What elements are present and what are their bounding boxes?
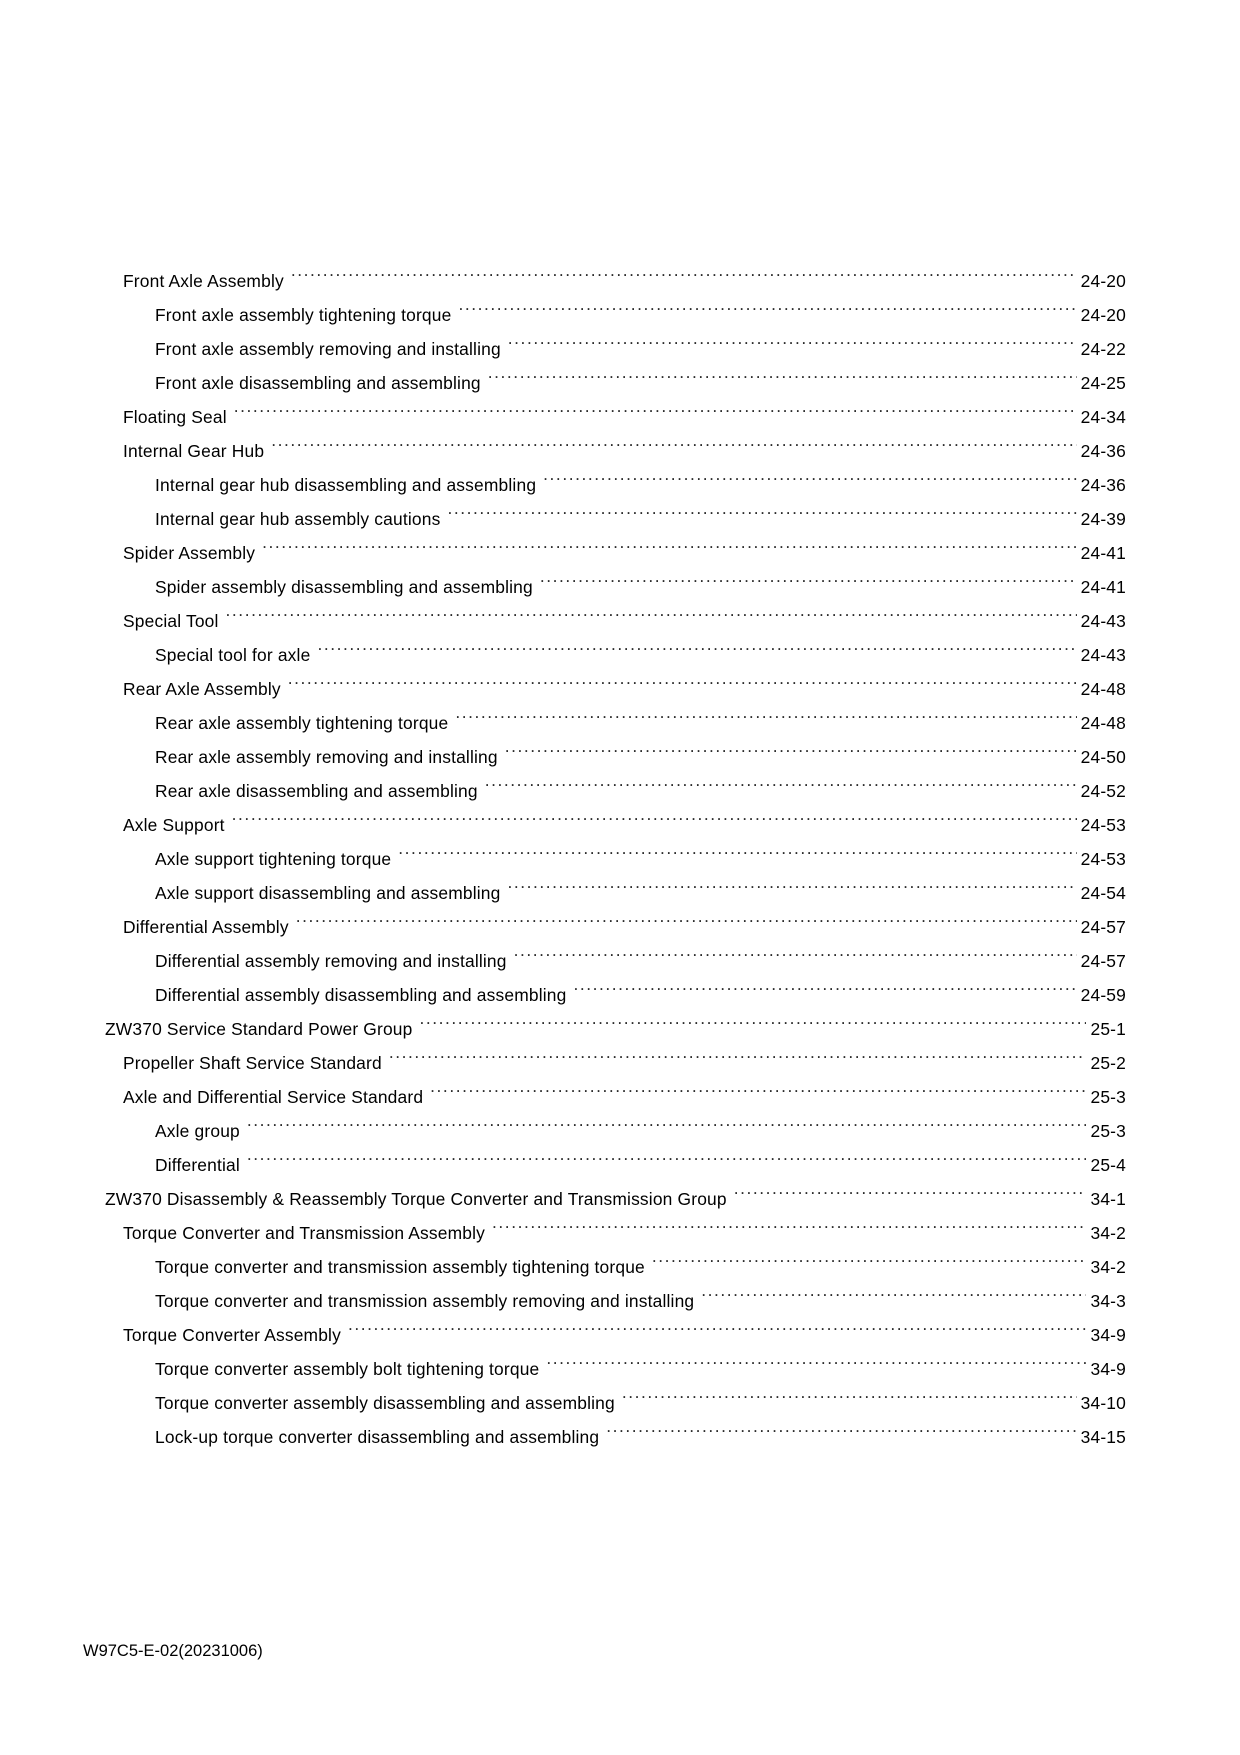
- toc-entry-page-number: 34-15: [1080, 1427, 1126, 1447]
- toc-entry-page-number: 24-52: [1080, 781, 1126, 801]
- toc-entry-title: Rear axle assembly tightening torque: [155, 713, 449, 733]
- toc-entry-page-number: 24-39: [1080, 509, 1126, 529]
- toc-entry-page-number: 24-57: [1080, 951, 1126, 971]
- toc-entry-page-number: 24-57: [1080, 917, 1126, 937]
- toc-entry-title: Axle and Differential Service Standard: [123, 1087, 424, 1107]
- toc-entry-title: Axle Support: [123, 815, 225, 835]
- toc-entry-page-number: 24-48: [1080, 679, 1126, 699]
- toc-leader-dots: [398, 831, 1076, 865]
- toc-entry-title: Special Tool: [123, 611, 219, 631]
- toc-entry-title: Special tool for axle: [155, 645, 311, 665]
- toc-entry-page-number: 24-34: [1080, 407, 1126, 427]
- toc-leader-dots: [652, 1239, 1087, 1273]
- toc-entry-title: Floating Seal: [123, 407, 227, 427]
- toc-leader-dots: [507, 865, 1076, 899]
- toc-entry-title: Axle group: [155, 1121, 240, 1141]
- toc-leader-dots: [485, 763, 1077, 797]
- toc-entry-page-number: 34-3: [1090, 1291, 1126, 1311]
- toc-entry-page-number: 24-50: [1080, 747, 1126, 767]
- toc-leader-dots: [492, 1205, 1086, 1239]
- toc-entry-page-number: 24-20: [1080, 271, 1126, 291]
- toc-entry-page-number: 34-10: [1080, 1393, 1126, 1413]
- toc-leader-dots: [389, 1035, 1087, 1069]
- toc-entry-title: Torque converter assembly bolt tightening torque: [155, 1359, 540, 1379]
- toc-leader-dots: [540, 559, 1077, 593]
- toc-entry-title: Front Axle Assembly: [123, 271, 284, 291]
- toc-entry-title: Spider assembly disassembling and assembling: [155, 577, 533, 597]
- toc-entry-page-number: 24-59: [1080, 985, 1126, 1005]
- toc-entry-title: Rear axle assembly removing and installing: [155, 747, 498, 767]
- toc-entry-page-number: 25-2: [1090, 1053, 1126, 1073]
- toc-entry-page-number: 24-36: [1080, 475, 1126, 495]
- toc-entry-page-number: 24-22: [1080, 339, 1126, 359]
- toc-entry-title: Internal gear hub disassembling and assembling: [155, 475, 537, 495]
- toc-leader-dots: [701, 1273, 1086, 1307]
- toc-entry-title: Torque Converter and Transmission Assembly: [123, 1223, 486, 1243]
- toc-entry-page-number: 34-2: [1090, 1223, 1126, 1243]
- toc-entry-title: Torque converter and transmission assembly removing and installing: [155, 1291, 695, 1311]
- toc-entry-title: Rear axle disassembling and assembling: [155, 781, 478, 801]
- toc-entry-title: Differential assembly disassembling and assembling: [155, 985, 567, 1005]
- toc-entry-page-number: 24-20: [1080, 305, 1126, 325]
- toc-entry-title: Spider Assembly: [123, 543, 256, 563]
- toc-entry-page-number: 24-43: [1080, 645, 1126, 665]
- toc-entry-page-number: 24-36: [1080, 441, 1126, 461]
- toc-entry-title: Differential assembly removing and installing: [155, 951, 507, 971]
- toc-leader-dots: [546, 1341, 1086, 1375]
- toc-leader-dots: [247, 1137, 1087, 1171]
- toc-leader-dots: [488, 355, 1077, 389]
- toc-entry-page-number: 24-48: [1080, 713, 1126, 733]
- toc-entry-title: Torque Converter Assembly: [123, 1325, 341, 1345]
- toc-entry-title: Torque converter assembly disassembling and assembling: [155, 1393, 615, 1413]
- toc-entry-page-number: 34-9: [1090, 1325, 1126, 1345]
- toc-leader-dots: [234, 389, 1077, 423]
- toc-leader-dots: [606, 1409, 1076, 1443]
- toc-leader-dots: [455, 695, 1076, 729]
- toc-leader-dots: [232, 797, 1077, 831]
- toc-leader-dots: [543, 457, 1076, 491]
- toc-entry-title: Propeller Shaft Service Standard: [123, 1053, 382, 1073]
- toc-entry-title: Rear Axle Assembly: [123, 679, 281, 699]
- toc-entry-page-number: 24-53: [1080, 849, 1126, 869]
- toc-leader-dots: [317, 627, 1076, 661]
- toc-entry-page-number: 24-43: [1080, 611, 1126, 631]
- toc-leader-dots: [508, 321, 1077, 355]
- toc-entry-title: Torque converter and transmission assembly tightening torque: [155, 1257, 645, 1277]
- toc-leader-dots: [296, 899, 1077, 933]
- toc-leader-dots: [458, 287, 1076, 321]
- toc-leader-dots: [348, 1307, 1087, 1341]
- toc-entry-title: Front axle assembly removing and installing: [155, 339, 501, 359]
- toc-leader-dots: [505, 729, 1077, 763]
- toc-leader-dots: [291, 253, 1077, 287]
- footer-document-code: W97C5-E-02(20231006): [83, 1642, 263, 1660]
- toc-leader-dots: [271, 423, 1076, 457]
- toc-entry-title: Internal Gear Hub: [123, 441, 265, 461]
- toc-entry-title: Front axle assembly tightening torque: [155, 305, 452, 325]
- toc-entry-title: Axle support disassembling and assembling: [155, 883, 501, 903]
- toc-entry-page-number: 34-1: [1090, 1189, 1126, 1209]
- toc-leader-dots: [622, 1375, 1077, 1409]
- toc-entry-title: Differential: [155, 1155, 240, 1175]
- toc-entry-page-number: 25-3: [1090, 1121, 1126, 1141]
- toc-leader-dots: [734, 1171, 1087, 1205]
- toc-entry-title: Internal gear hub assembly cautions: [155, 509, 441, 529]
- toc-leader-dots: [420, 1001, 1087, 1035]
- toc-entry-title: ZW370 Service Standard Power Group: [105, 1019, 413, 1039]
- toc-entry-title: Differential Assembly: [123, 917, 289, 937]
- toc-leader-dots: [514, 933, 1077, 967]
- toc-entry-page-number: 25-3: [1090, 1087, 1126, 1107]
- toc-entry-page-number: 24-41: [1080, 577, 1126, 597]
- table-of-contents: [0, 253, 1240, 1447]
- toc-leader-dots: [226, 593, 1077, 627]
- toc-entry-page-number: 24-41: [1080, 543, 1126, 563]
- toc-entry-title: Lock-up torque converter disassembling and assembling: [155, 1427, 600, 1447]
- toc-entry-page-number: 34-2: [1090, 1257, 1126, 1277]
- toc-leader-dots: [247, 1103, 1087, 1137]
- toc-entry-page-number: 24-53: [1080, 815, 1126, 835]
- toc-leader-dots: [430, 1069, 1086, 1103]
- toc-entry-page-number: 24-25: [1080, 373, 1126, 393]
- toc-entry[interactable]: [0, 253, 1240, 291]
- toc-entry-page-number: 34-9: [1090, 1359, 1126, 1379]
- toc-leader-dots: [288, 661, 1077, 695]
- toc-entry-title: Axle support tightening torque: [155, 849, 392, 869]
- toc-leader-dots: [262, 525, 1077, 559]
- toc-leader-dots: [573, 967, 1076, 1001]
- toc-entry-page-number: 24-54: [1080, 883, 1126, 903]
- toc-entry-page-number: 25-4: [1090, 1155, 1126, 1175]
- toc-leader-dots: [447, 491, 1076, 525]
- toc-entry-page-number: 25-1: [1090, 1019, 1126, 1039]
- toc-entry-title: Front axle disassembling and assembling: [155, 373, 481, 393]
- toc-entry-title: ZW370 Disassembly & Reassembly Torque Converter and Transmission Group: [105, 1189, 727, 1209]
